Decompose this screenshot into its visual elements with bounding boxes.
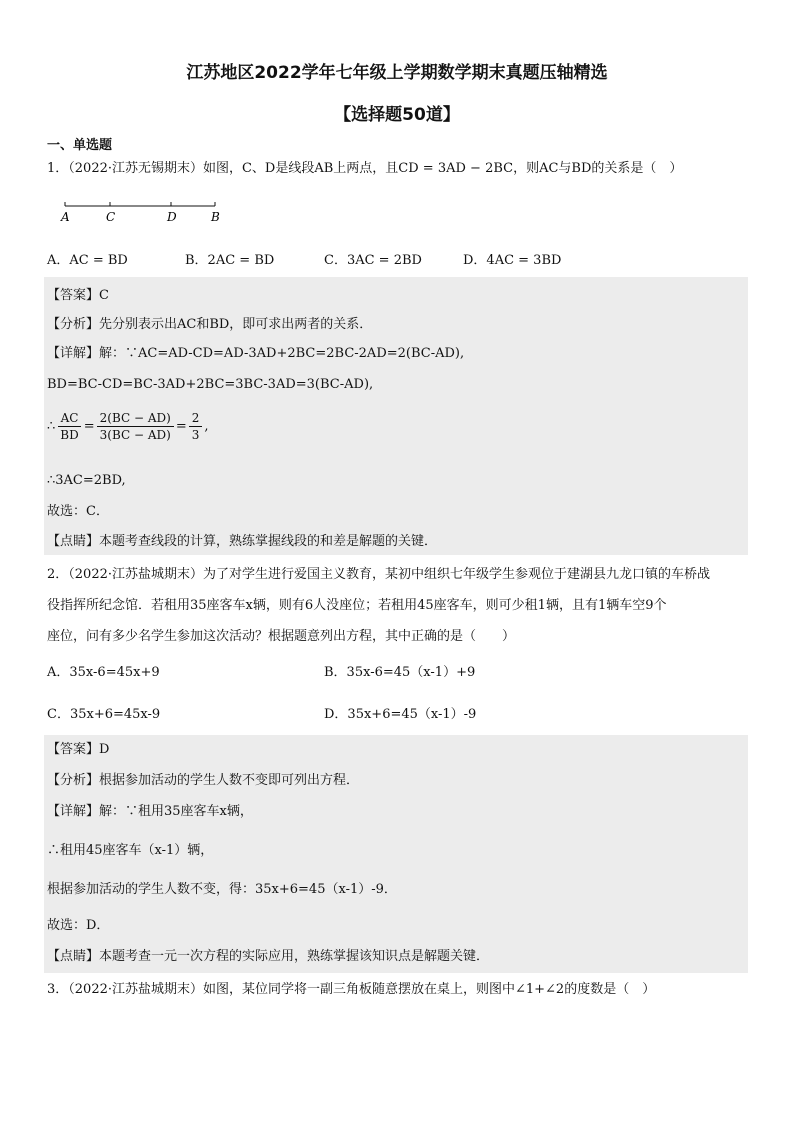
section-heading: 一、单选题 <box>47 138 113 153</box>
point-c-label: C <box>106 210 116 224</box>
point-d-label: D <box>167 210 177 224</box>
q2-stem-line-2: 役指挥所纪念馆．若租用35座客车x辆，则有6人没座位；若租用45座客车，则可少租1辆，且有1辆车空9个 <box>47 598 667 613</box>
q1-answer: 【答案】C <box>47 288 109 303</box>
q2-option-b: B．35x-6=45（x-1）+9 <box>324 665 476 680</box>
q1-segment-figure <box>55 198 235 228</box>
q2-detail-3: 根据参加活动的学生人数不变，得：35x+6=45（x-1）-9． <box>47 882 397 897</box>
fraction-result <box>189 410 203 443</box>
q2-analysis: 【分析】根据参加活动的学生人数不变即可列出方程． <box>47 773 360 788</box>
q1-option-b: B．2AC = BD <box>185 253 275 268</box>
q2-comment: 【点睛】本题考查一元一次方程的实际应用，熟练掌握该知识点是解题关键． <box>47 949 490 964</box>
q2-detail-1: 【详解】解：∵租用35座客车x辆， <box>47 804 253 819</box>
q1-option-d: D．4AC = 3BD <box>463 253 562 268</box>
document-title: 江苏地区2022学年七年级上学期数学期末真题压轴精选 <box>186 63 608 83</box>
point-b-label: B <box>211 210 220 224</box>
q2-answer: 【答案】D <box>47 742 110 757</box>
q2-choose: 故选：D． <box>47 918 110 933</box>
q1-analysis: 【分析】先分别表示出AC和BD，即可求出两者的关系． <box>47 317 373 332</box>
q2-option-c: C．35x+6=45x-9 <box>47 707 161 722</box>
q1-detail-2: BD=BC-CD=BC-3AD+2BC=3BC-3AD=3(BC-AD), <box>47 377 374 392</box>
fraction-numerator: AC <box>58 410 82 427</box>
q2-stem-line-1: 2．（2022·江苏盐城期末）为了对学生进行爱国主义教育，某初中组织七年级学生参观位于建湖县九龙口镇的车桥战 <box>47 567 710 582</box>
q2-stem-line-3: 座位，问有多少名学生参加这次活动？根据题意列出方程，其中正确的是（ ） <box>47 629 516 644</box>
document-subtitle: 【选择题50道】 <box>334 105 460 125</box>
q1-comment: 【点睛】本题考查线段的计算，熟练掌握线段的和差是解题的关键． <box>47 534 438 549</box>
fraction-ac-bd <box>57 410 81 443</box>
q1-option-c: C．3AC = 2BD <box>324 253 422 268</box>
therefore-symbol: ∴ <box>47 418 56 434</box>
point-a-label: A <box>61 210 70 224</box>
fraction-numerator: 2 <box>189 410 203 427</box>
q1-choose: 故选：C． <box>47 504 109 519</box>
q1-option-a: A．AC = BD <box>47 253 128 268</box>
fraction-denominator: 3 <box>191 428 200 442</box>
fraction-denominator: BD <box>60 428 79 442</box>
q1-detail-4: ∴3AC=2BD, <box>47 473 126 488</box>
q1-fraction-equation: ∴ $\frac{AC}{BD}$ = $\frac{2(BC - AD)}{3(BC - AD)}$ = $\frac{2}{3}$ , <box>47 411 209 442</box>
q2-option-a: A．35x-6=45x+9 <box>47 665 160 680</box>
q1-detail-1: 【详解】解：∵AC=AD-CD=AD-3AD+2BC=2BC-2AD=2(BC-AD), <box>47 346 465 361</box>
fraction-numerator: 2(BC − AD) <box>97 410 174 427</box>
q2-detail-2: ∴租用45座客车（x-1）辆， <box>47 843 214 858</box>
fraction-denominator: 3(BC − AD) <box>99 428 171 442</box>
q1-stem: 1．（2022·江苏无锡期末）如图，C、D是线段AB上两点，且CD = 3AD − 2BC，则AC与BD的关系是（ ） <box>47 161 683 176</box>
q3-stem: 3．（2022·江苏盐城期末）如图，某位同学将一副三角板随意摆放在桌上，则图中∠1+∠2的度数是（ ） <box>47 982 656 997</box>
fraction-expanded <box>97 410 174 443</box>
q2-option-d: D．35x+6=45（x-1）-9 <box>324 707 477 722</box>
